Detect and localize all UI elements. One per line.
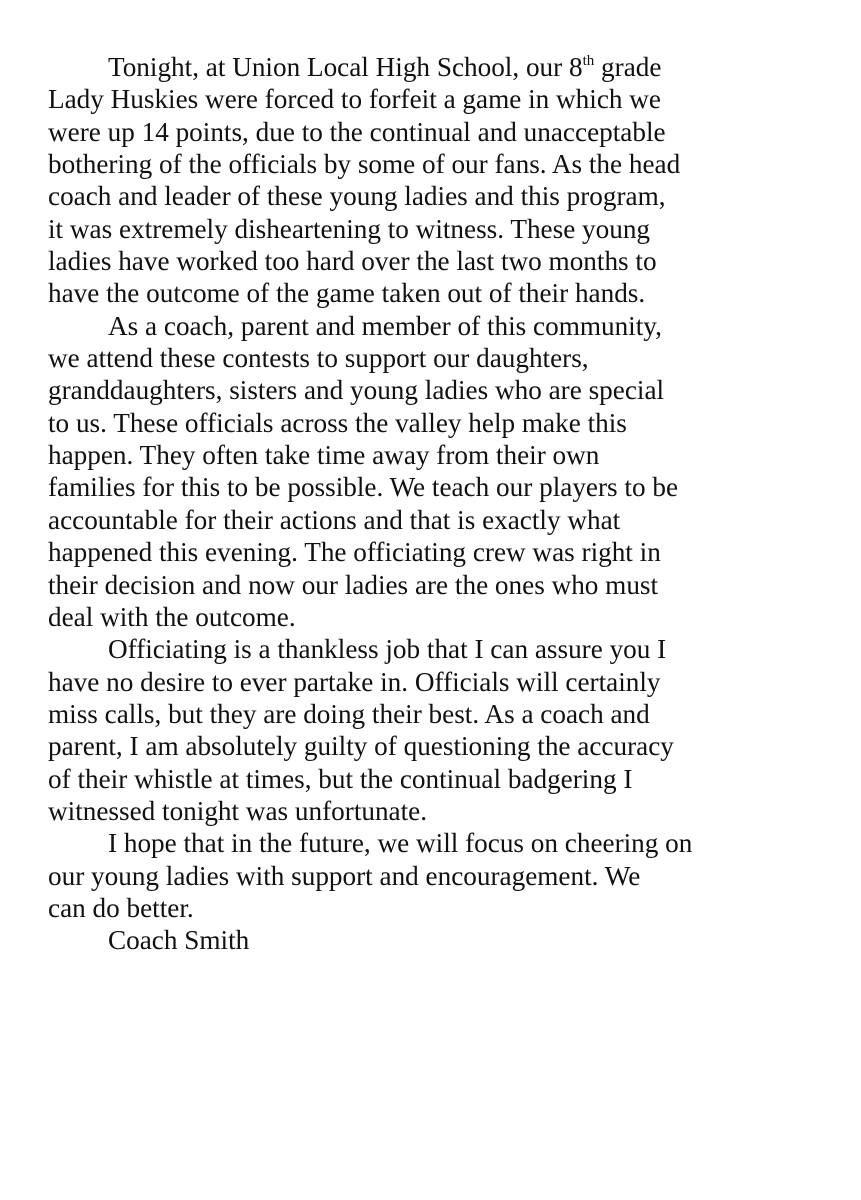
- text-line: accountable for their actions and that is exactly what: [48, 504, 621, 535]
- text-line: As a coach, parent and member of this community,: [108, 310, 662, 341]
- text-line: miss calls, but they are doing their best. As a coach and: [48, 698, 650, 729]
- text-line: families for this to be possible. We teach our players to be: [48, 472, 679, 503]
- text-line: coach and leader of these young ladies and this program,: [48, 181, 666, 212]
- text-line: bothering of the officials by some of our fans. As the head: [48, 149, 681, 180]
- text-line: can do better.: [48, 892, 194, 923]
- paragraph-3: [48, 633, 833, 827]
- text-line: parent, I am absolutely guilty of questioning the accuracy: [48, 731, 674, 762]
- letter-body: [48, 51, 833, 957]
- text-line: we attend these contests to support our daughters,: [48, 343, 589, 374]
- text-line: their decision and now our ladies are the ones who must: [48, 569, 659, 600]
- text-line: of their whistle at times, but the continual badgering I: [48, 763, 633, 794]
- text-line: granddaughters, sisters and young ladies who are special: [48, 375, 665, 406]
- text-run: Tonight, at Union Local High School, our 8: [108, 52, 583, 82]
- ordinal-suffix: th: [582, 53, 595, 69]
- text-line: [48, 51, 833, 83]
- paragraph-1: [48, 51, 833, 310]
- text-line: Officiating is a thankless job that I can assure you I: [108, 634, 667, 665]
- text-line: happened this evening. The officiating crew was right in: [48, 537, 661, 568]
- paragraph-2: [48, 310, 833, 633]
- text-line: to us. These officials across the valley help make this: [48, 407, 627, 438]
- text-line: happen. They often take time away from their own: [48, 440, 600, 471]
- signature: [48, 924, 833, 956]
- text-line: it was extremely disheartening to witness. These young: [48, 213, 651, 244]
- text-run: grade: [594, 52, 662, 82]
- text-line: I hope that in the future, we will focus on cheering on: [108, 828, 693, 859]
- text-line: witnessed tonight was unfortunate.: [48, 795, 428, 826]
- text-line: deal with the outcome.: [48, 601, 296, 632]
- text-line: Lady Huskies were forced to forfeit a game in which we: [48, 84, 661, 115]
- signature-text: Coach Smith: [108, 925, 250, 956]
- text-line: were up 14 points, due to the continual and unacceptable: [48, 116, 666, 147]
- paragraph-4: [48, 827, 833, 924]
- text-line: our young ladies with support and encouragement. We: [48, 860, 641, 891]
- text-line: have the outcome of the game taken out of their hands.: [48, 278, 646, 309]
- text-line: have no desire to ever partake in. Officials will certainly: [48, 666, 661, 697]
- text-line: ladies have worked too hard over the last two months to: [48, 246, 657, 277]
